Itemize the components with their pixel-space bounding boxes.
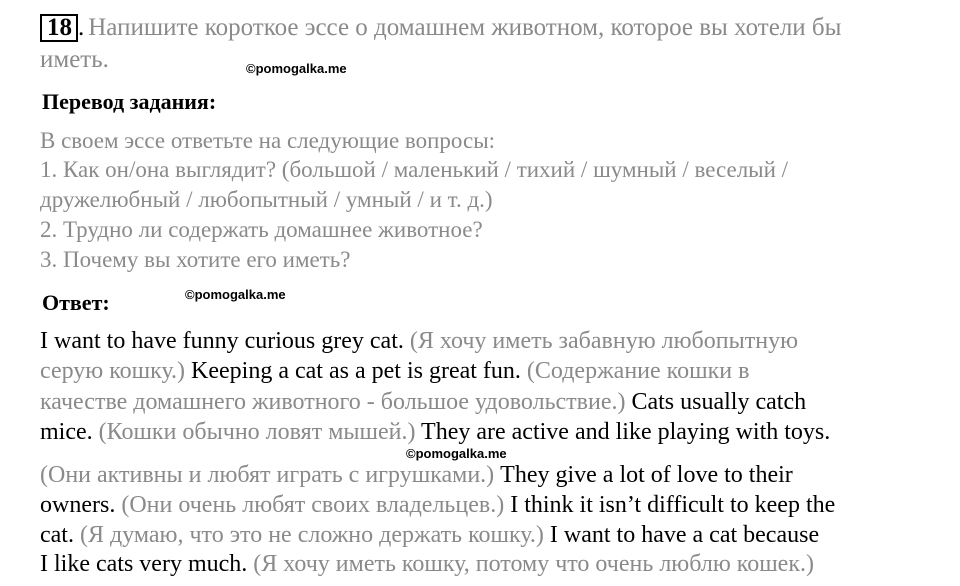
task-line-1 — [40, 14, 841, 42]
answer-english: I like cats very much. — [40, 551, 254, 577]
answer-line — [40, 328, 798, 355]
answer-russian: серую кошку.) — [40, 358, 192, 384]
answer-english: I want to have a cat because — [549, 522, 820, 548]
answer-english: They give a lot of love to their — [500, 462, 793, 488]
watermark-2: ©pomogalka.me — [185, 287, 286, 302]
answer-line — [40, 462, 793, 489]
answer-english: I want to have funny curious grey cat. — [40, 328, 410, 354]
answer-english: Keeping a cat as a pet is great fun. — [191, 358, 527, 384]
answer-russian: качестве домашнего животного - большое удовольствие.) — [40, 389, 632, 415]
translation-line: 1. Как он/она выглядит? (большой / маленький / тихий / шумный / веселый / — [40, 157, 789, 182]
translation-line: 3. Почему вы хотите его иметь? — [40, 247, 351, 272]
task-number-box: 18 — [40, 14, 78, 42]
task-text-line-1: Напишите короткое эссе о домашнем животном, которое вы хотели бы — [88, 14, 842, 41]
answer-english: They are active and like playing with toys. — [421, 419, 831, 445]
answer-line — [40, 551, 814, 578]
task-number-dot: . — [78, 14, 85, 41]
answer-line — [40, 389, 806, 416]
answer-russian: (Я хочу иметь кошку, потому что очень люблю кошек.) — [253, 551, 814, 577]
answer-russian: (Я хочу иметь забавную любопытную — [409, 328, 798, 354]
answer-russian: (Содержание кошки в — [526, 358, 750, 384]
answer-line — [40, 358, 749, 385]
answer-english: cat. — [40, 522, 80, 548]
answer-english: Cats usually catch — [631, 389, 807, 415]
answer-heading: Ответ: — [42, 290, 110, 315]
answer-line — [40, 419, 830, 446]
answer-line — [40, 492, 835, 519]
watermark-3: ©pomogalka.me — [406, 446, 507, 461]
answer-russian: (Они очень любят своих владельцев.) — [121, 492, 511, 518]
answer-english: mice. — [40, 419, 99, 445]
translation-line: 2. Трудно ли содержать домашнее животное? — [40, 217, 483, 242]
translation-line: В своем эссе ответьте на следующие вопросы: — [40, 128, 496, 153]
task-text-line-2: иметь. — [40, 46, 109, 73]
watermark-1: ©pomogalka.me — [246, 61, 347, 76]
answer-russian: (Кошки обычно ловят мышей.) — [98, 419, 422, 445]
answer-russian: (Они активны и любят играть с игрушками.) — [40, 462, 501, 488]
translation-line: дружелюбный / любопытный / умный / и т. д.) — [40, 187, 493, 212]
answer-line — [40, 522, 819, 549]
answer-english: owners. — [40, 492, 122, 518]
answer-english: I think it isn’t difficult to keep the — [510, 492, 836, 518]
answer-russian: (Я думаю, что это не сложно держать кошку.) — [79, 522, 550, 548]
translation-heading: Перевод задания: — [42, 89, 217, 114]
